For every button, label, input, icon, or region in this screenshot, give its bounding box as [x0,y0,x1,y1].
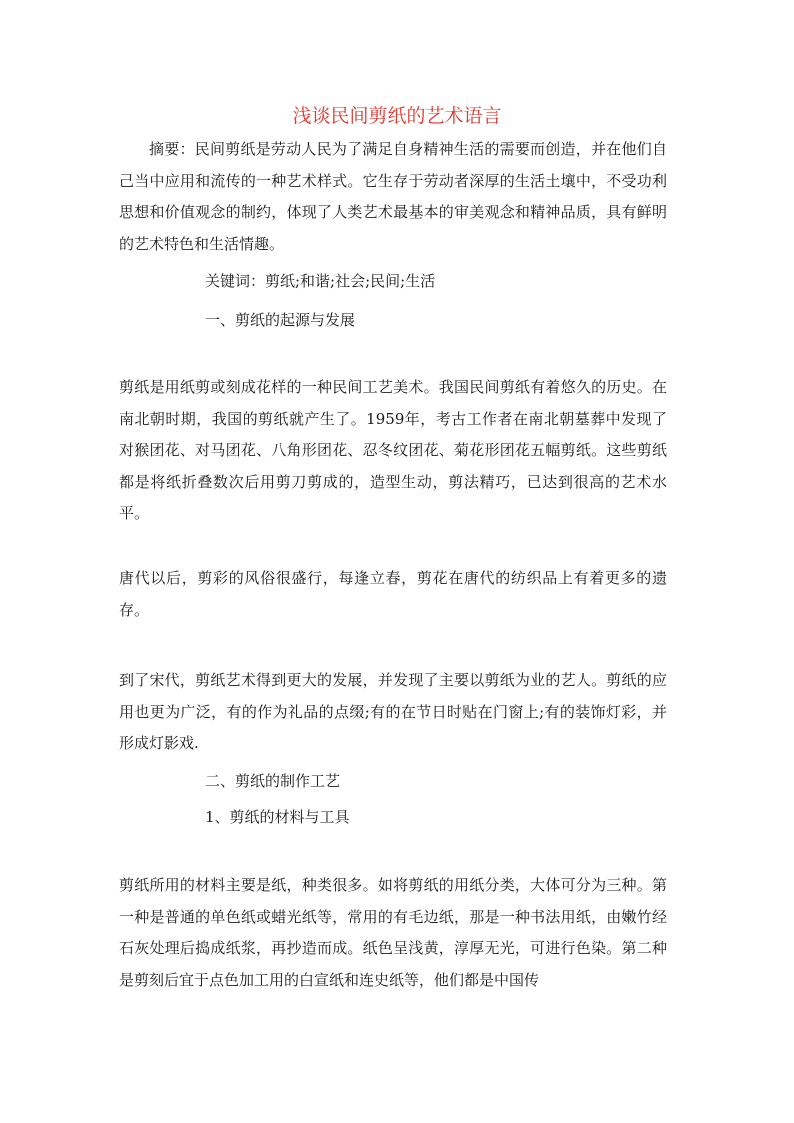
paragraph-song-dynasty: 到了宋代，剪纸艺术得到更大的发展，并发现了主要以剪纸为业的艺人。剪纸的应用也更为广泛，有的作为礼品的点缀;有的在节日时贴在门窗上;有的装饰灯彩，并形成灯影戏. [119,671,667,752]
document-title: 浅谈民间剪纸的艺术语言 [292,105,502,127]
subsection-heading-materials: 1、剪纸的材料与工具 [205,808,350,826]
paragraph-origin-history: 剪纸是用纸剪或刻成花样的一种民间工艺美术。我国民间剪纸有着悠久的历史。在南北朝时期，我国的剪纸就产生了。1959年，考古工作者在南北朝墓葬中发现了对猴团花、对马团花、八角形团花、忍冬纹团花、菊花形团花五幅剪纸。这些剪纸都是将纸折叠数次后用剪刀剪成的，造型生动，剪法精巧，已达到很高的艺术水平。 [119,378,667,522]
section-heading-origin: 一、剪纸的起源与发展 [205,311,356,329]
section-heading-craft: 二、剪纸的制作工艺 [205,772,341,790]
abstract-paragraph: 摘要：民间剪纸是劳动人民为了满足自身精神生活的需要而创造，并在他们自己当中应用和流传的一种艺术样式。它生存于劳动者深厚的生活土壤中，不受功利思想和价值观念的制约，体现了人类艺术最基本的审美观念和精神品质，具有鲜明的艺术特色和生活情趣。 [119,140,667,253]
paragraph-materials: 剪纸所用的材料主要是纸，种类很多。如将剪纸的用纸分类，大体可分为三种。第一种是普通的单色纸或蜡光纸等，常用的有毛边纸，那是一种书法用纸，由嫩竹经石灰处理后捣成纸浆，再抄造而成。纸色呈浅黄，淳厚无光，可进行色染。第二种是剪刻后宜于点色加工用的白宣纸和连史纸等，他们都是中国传 [119,876,667,989]
paragraph-tang-dynasty: 唐代以后，剪彩的风俗很盛行，每逢立春，剪花在唐代的纺织品上有着更多的遗存。 [119,569,667,619]
keywords-line: 关键词：剪纸;和谐;社会;民间;生活 [205,272,436,290]
